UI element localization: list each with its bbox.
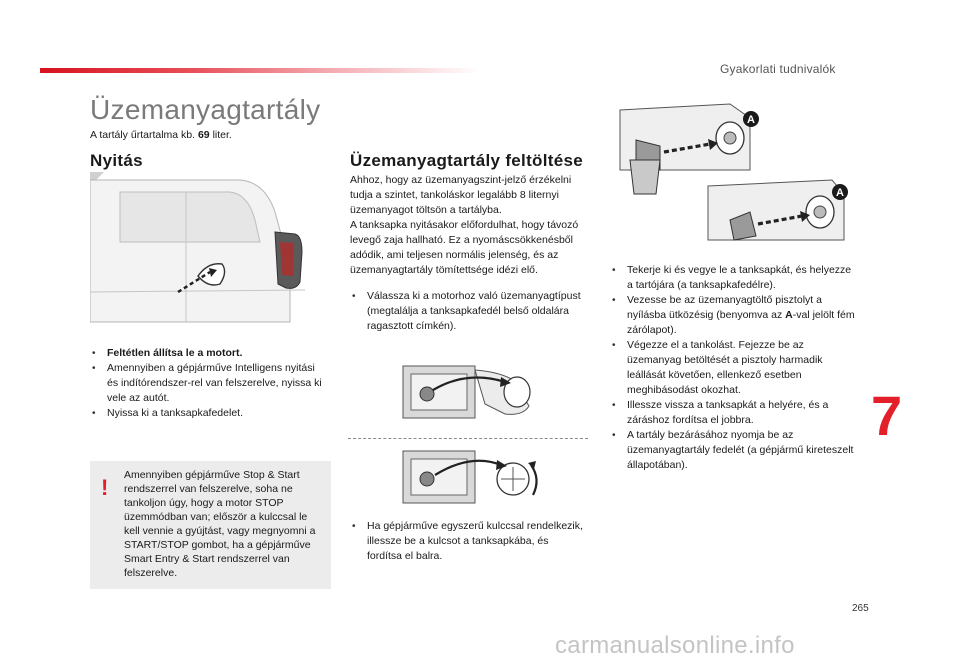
- watermark: carmanualsonline.info: [555, 632, 795, 659]
- header-accent-bar: [40, 68, 480, 73]
- capacity-note: [90, 129, 232, 141]
- refuel-step: • Végezze el a tankolást. Fejezze be az üzemanyag betöltését a pisztoly harmadik leállását követően, ellenkező esetben meghibásodást okozhat.: [610, 338, 855, 398]
- capacity-prefix: A tartály űrtartalma kb.: [90, 129, 198, 141]
- fuel-cap-key-illustration: [395, 445, 555, 507]
- opening-step: • Feltétlen állítsa le a motort.: [90, 346, 325, 361]
- marker-a-bottom: A: [836, 187, 844, 199]
- refuel-heading: Üzemanyagtartály feltöltése: [350, 151, 583, 170]
- car-fuel-flap-illustration: [90, 172, 330, 330]
- fuel-cap-open-illustration: [395, 360, 555, 422]
- page-number: 265: [852, 603, 869, 614]
- key-bullet: • Ha gépjárműve egyszerű kulccsal rendelkezik, illessze be a kulcsot a tanksapkába, és fordítsa el balra.: [350, 519, 585, 564]
- refuel-step: • Tekerje ki és vegye le a tanksapkát, és helyezze a tartójára (a tanksapkafedélre).: [610, 263, 855, 293]
- refuel-intro-paragraph-1: Ahhoz, hogy az üzemanyagszint-jelző érzékelni tudja a szintet, tankoláskor legalább 8 liternyi üzemanyagot töltsön a tartályba.: [350, 174, 572, 216]
- refuel-intro-paragraph-2: A tanksapka nyitásakor előfordulhat, hogy távozó levegő zaja hallható. Ez a nyomáscsökkenésből adódik, ami teljesen normális jelenség, és az üzemanyagtartály tömítettsége idézi elő.: [350, 219, 579, 276]
- opening-step: • Nyissa ki a tanksapkafedelet.: [90, 406, 325, 421]
- page-title: Üzemanyagtartály: [90, 94, 321, 125]
- opening-step: • Amennyiben a gépjárműve Intelligens nyitási és indítórendszer-rel van felszerelve, nyissa ki vele az autót.: [90, 361, 325, 406]
- chapter-number: 7: [871, 384, 903, 447]
- refuel-intro: [350, 173, 595, 278]
- warning-text: Amennyiben gépjárműve Stop & Start rendszerrel van felszerelve, soha ne tankoljon úgy, hogy a motor STOP üzemmódban van; először a kulccsal le kell vennie a gyújtást, vagy megnyomni a START/STOP gombot, ha a gépjárműve Smart Entry & Start rendszerrel van felszerelve.: [124, 469, 316, 579]
- capacity-value: 69: [197, 129, 210, 141]
- section-divider: [348, 438, 588, 439]
- warning-icon: !: [101, 475, 109, 500]
- refuel-step: • A tartály bezárásához nyomja be az üzemanyagtartály fedelét (a gépjármű kireteszelt állapotában).: [610, 428, 855, 473]
- opening-steps-list: [90, 346, 325, 421]
- capacity-suffix: liter.: [209, 129, 232, 141]
- opening-heading: Nyitás: [90, 151, 143, 170]
- marker-a-top: A: [747, 114, 755, 126]
- refuel-step: • Vezesse be az üzemanyagtöltő pisztolyt a nyílásba ütközésig (benyomva az A-val jelölt fém zárólapot).: [610, 293, 855, 338]
- fuel-type-bullet: • Válassza ki a motorhoz való üzemanyagtípust (megtalálja a tanksapkafedél belső oldalára ragasztott címkén).: [350, 289, 585, 334]
- refuel-step: • Illessze vissza a tanksapkát a helyére, és a záráshoz fordítsa el jobbra.: [610, 398, 855, 428]
- refuel-steps-list: [610, 263, 855, 473]
- fuel-nozzle-illustration: [600, 100, 850, 248]
- key-step: [350, 519, 585, 564]
- section-label: Gyakorlati tudnivalók: [720, 62, 836, 76]
- fuel-type-step: [350, 289, 585, 334]
